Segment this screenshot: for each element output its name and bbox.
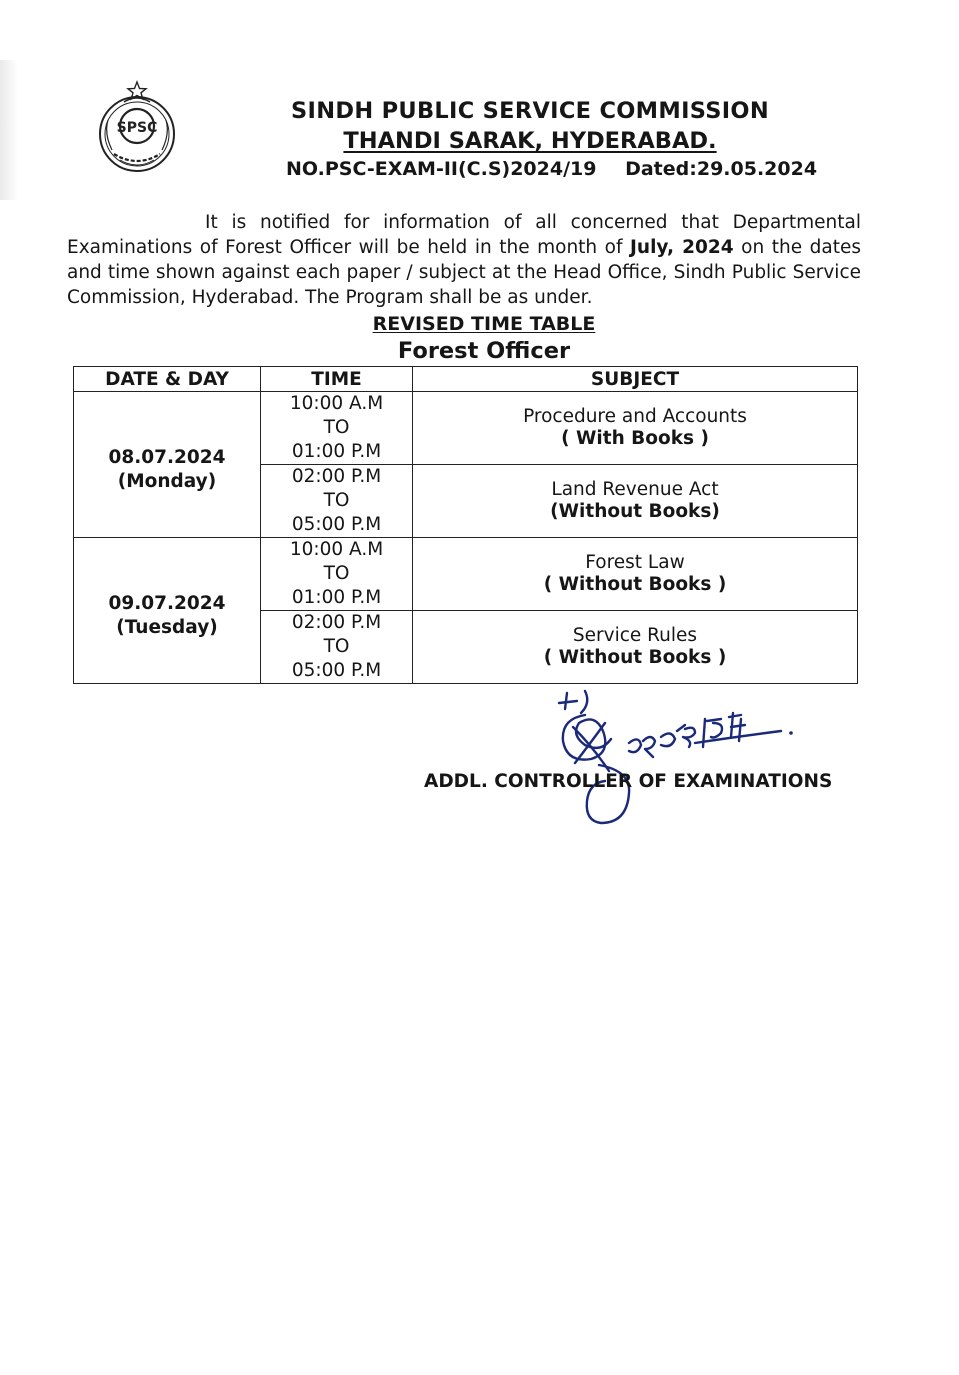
- time-cell: [261, 392, 413, 465]
- scan-edge-shadow: [0, 60, 18, 200]
- time-separator: TO: [323, 636, 350, 657]
- subject-cell: [413, 538, 858, 611]
- notice-text-part1: It is notified for information of all concerned that Departmental Examinations of Forest Officer will be held in the month of: [67, 212, 861, 258]
- column-header-date: DATE & DAY: [74, 367, 261, 392]
- date-cell: [74, 538, 261, 684]
- reference-line: [286, 158, 826, 180]
- time-cell: [261, 538, 413, 611]
- table-row: [74, 392, 858, 465]
- subject-cell: [413, 465, 858, 538]
- start-time: 02:00 P.M: [291, 612, 382, 633]
- notice-paragraph: [67, 210, 861, 310]
- exam-date: 09.07.2024: [108, 592, 226, 614]
- end-time: 05:00 P.M: [291, 660, 382, 681]
- notice-text-part2: on the dates and time shown against each paper / subject at the Head Office, Sindh Public Service Commission, Hyderabad. The Program shall be as under.: [67, 237, 861, 308]
- seal-text: SPSC: [116, 120, 158, 136]
- organization-name: SINDH PUBLIC SERVICE COMMISSION: [291, 98, 769, 124]
- exam-schedule-table: [73, 366, 858, 684]
- commission-seal-icon: [94, 80, 180, 176]
- subject-name: Service Rules: [572, 625, 698, 646]
- organization-address: THANDI SARAK, HYDERABAD.: [343, 128, 717, 154]
- subject-name: Procedure and Accounts: [523, 406, 747, 427]
- column-header-subject: SUBJECT: [413, 367, 858, 392]
- time-separator: TO: [323, 417, 350, 438]
- time-cell: [261, 465, 413, 538]
- time-cell: [261, 611, 413, 684]
- subject-name: Land Revenue Act: [551, 479, 719, 500]
- timetable-heading: REVISED TIME TABLE: [372, 313, 596, 335]
- end-time: 01:00 P.M: [291, 441, 382, 462]
- exam-date: 08.07.2024: [108, 446, 226, 468]
- books-policy: ( With Books ): [561, 428, 709, 449]
- notice-month: July, 2024: [630, 237, 734, 258]
- reference-number: NO.PSC-EXAM-II(C.S)2024/19: [286, 158, 597, 180]
- subject-cell: [413, 392, 858, 465]
- handwritten-signature: [545, 683, 805, 828]
- table-header-row: [74, 367, 858, 392]
- column-header-time: TIME: [261, 367, 413, 392]
- start-time: 02:00 P.M: [291, 466, 382, 487]
- table-row: [74, 538, 858, 611]
- end-time: 01:00 P.M: [291, 587, 382, 608]
- timetable-post: Forest Officer: [397, 338, 571, 364]
- books-policy: ( Without Books ): [543, 647, 727, 668]
- end-time: 05:00 P.M: [291, 514, 382, 535]
- time-separator: TO: [323, 490, 350, 511]
- books-policy: ( Without Books ): [543, 574, 727, 595]
- signatory-title: ADDL. CONTROLLER OF EXAMINATIONS: [424, 771, 833, 792]
- start-time: 10:00 A.M: [289, 539, 384, 560]
- start-time: 10:00 A.M: [289, 393, 384, 414]
- time-separator: TO: [323, 563, 350, 584]
- books-policy: (Without Books): [550, 501, 720, 522]
- subject-name: Forest Law: [585, 552, 685, 573]
- issue-date: Dated:29.05.2024: [625, 158, 818, 180]
- exam-day: (Tuesday): [116, 616, 218, 638]
- date-cell: [74, 392, 261, 538]
- subject-cell: [413, 611, 858, 684]
- exam-day: (Monday): [117, 470, 217, 492]
